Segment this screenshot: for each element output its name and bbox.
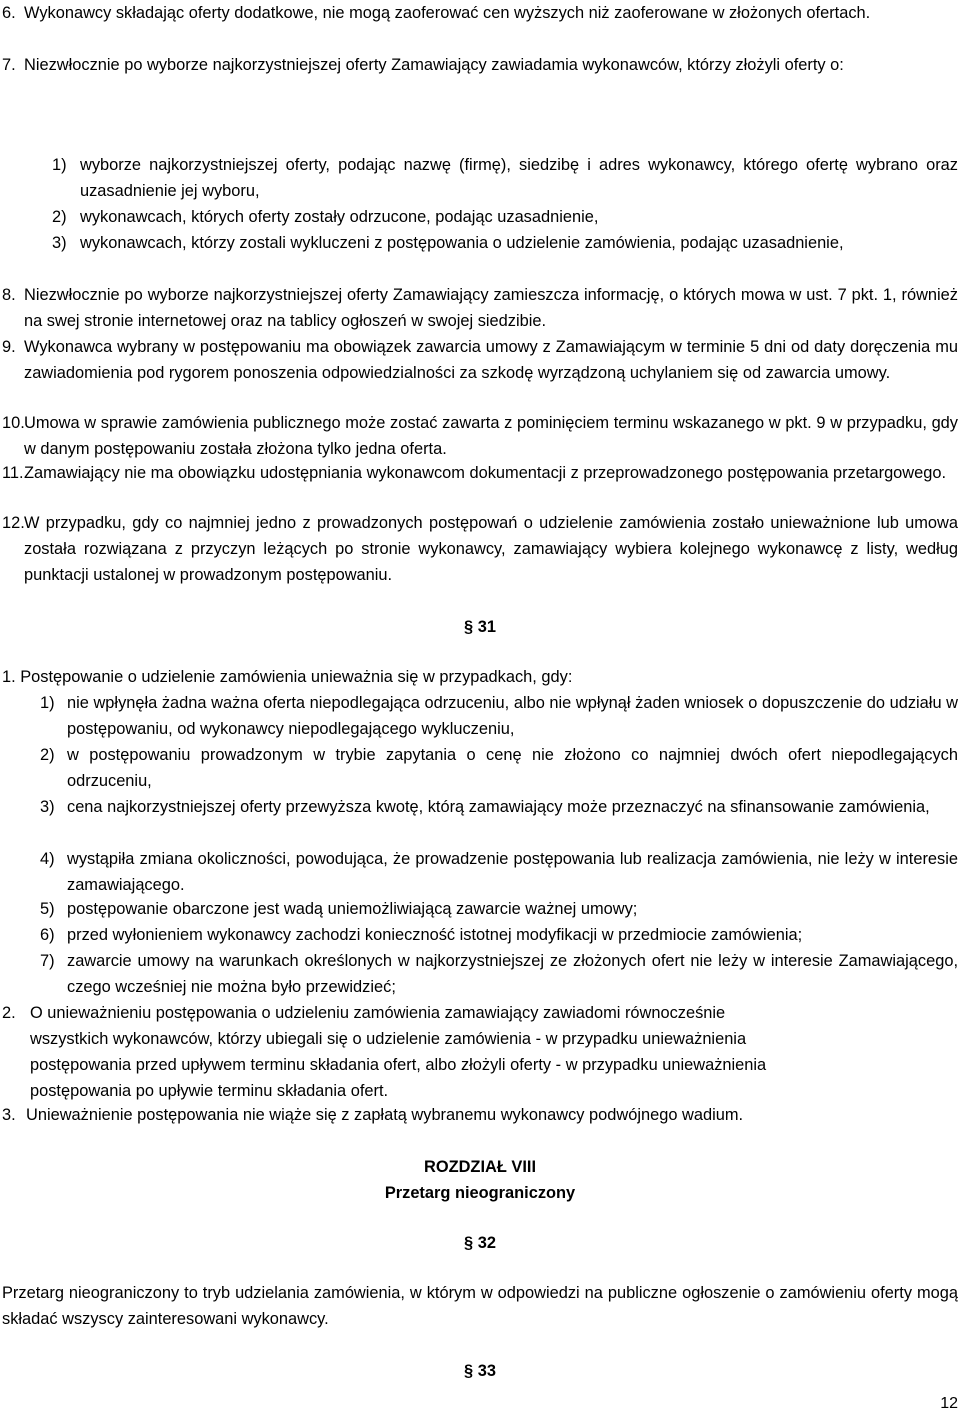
item-text: wyborze najkorzystniejszej oferty, podając nazwę (firmę), siedzibę i adres wykonawcy, którego ofertę wybrano oraz uzasadnienie jej wyboru, <box>80 156 958 200</box>
item-8 <box>2 282 958 334</box>
notify-item-2 <box>52 204 958 230</box>
item-number: 12. <box>2 514 25 532</box>
item-number: 6. <box>2 4 16 22</box>
notify-item-3 <box>52 230 958 256</box>
section-32-heading: § 32 <box>464 1234 496 1252</box>
chapter-title: ROZDZIAŁ VIII <box>424 1158 536 1176</box>
item-10 <box>2 410 958 462</box>
notify-item-1 <box>52 152 958 204</box>
item-number: 6) <box>40 926 55 944</box>
item-text: w postępowaniu prowadzonym w trybie zapytania o cenę nie złożono co najmniej dwóch ofert niepodlegających odrzuceniu, <box>67 746 958 790</box>
item-text: wystąpiła zmiana okoliczności, powodująca, że prowadzenie postępowania lub realizacja zamówienia, nie leży w interesie zamawiającego. <box>67 850 958 894</box>
item-text: postępowanie obarczone jest wadą uniemożliwiającą zawarcie ważnej umowy; <box>67 900 638 918</box>
page-number: 12 <box>940 1395 958 1412</box>
section-31-intro: 1. Postępowanie o udzielenie zamówienia unieważnia się w przypadkach, gdy: <box>2 668 573 686</box>
item-text: Wykonawcy składając oferty dodatkowe, nie mogą zaoferować cen wyższych niż zaoferowane w złożonych ofertach. <box>24 4 871 22</box>
item-number: 2) <box>52 208 67 226</box>
item-7 <box>2 52 958 78</box>
item-text: Wykonawca wybrany w postępowaniu ma obowiązek zawarcia umowy z Zamawiającym w terminie 5 dni od daty doręczenia mu zawiadomienia pod rygorem ponoszenia odpowiedzialności za szkodę wyrządzoną uchylaniem się od zawarcia umowy. <box>24 338 958 382</box>
section-31-heading: § 31 <box>464 618 496 636</box>
item-6 <box>2 0 958 26</box>
item-number: 2) <box>40 746 55 764</box>
text-line: O unieważnieniu postępowania o udzieleniu zamówienia zamawiający zawiadomi równocześnie <box>30 1004 726 1022</box>
case-1 <box>40 690 958 742</box>
item-number: 2. <box>2 1004 16 1022</box>
case-6 <box>40 922 958 948</box>
item-number: 8. <box>2 286 16 304</box>
item-text: cena najkorzystniejszej oferty przewyższa kwotę, którą zamawiający może przeznaczyć na sfinansowanie zamówienia, <box>67 798 930 816</box>
item-text: Unieważnienie postępowania nie wiąże się z zapłatą wybranemu wykonawcy podwójnego wadium. <box>26 1106 744 1124</box>
item-text: wykonawcach, którzy zostali wykluczeni z postępowania o udzielenie zamówienia, podając uzasadnienie, <box>80 234 844 252</box>
item-text: W przypadku, gdy co najmniej jedno z prowadzonych postępowań o udzielenie zamówienia zostało unieważnione lub umowa została rozwiązana z przyczyn leżących po stronie wykonawcy, zamawiający wybiera kolejnego wykonawcę z listy, według punktacji ustalonej w prowadzonym postępowaniu. <box>24 514 958 584</box>
item-text: nie wpłynęła żadna ważna oferta niepodlegająca odrzuceniu, albo nie wpłynął żaden wniosek o dopuszczenie do udziału w postępowaniu, od wykonawcy niepodlegającego wykluczeniu, <box>67 694 958 738</box>
item-number: 10. <box>2 414 25 432</box>
item-text: wykonawcach, których oferty zostały odrzucone, podając uzasadnienie, <box>80 208 599 226</box>
chapter-subtitle: Przetarg nieograniczony <box>384 1184 576 1202</box>
item-text <box>30 1000 958 1104</box>
item-number: 7. <box>2 56 16 74</box>
case-4 <box>40 846 958 898</box>
item-number: 3) <box>40 798 55 816</box>
item-number: 1) <box>52 156 67 174</box>
item-number: 5) <box>40 900 55 918</box>
section-32-text: Przetarg nieograniczony to tryb udzielania zamówienia, w którym w odpowiedzi na publiczne ogłoszenie o zamówieniu oferty mogą składać wszyscy zainteresowani wykonawcy. <box>2 1284 958 1328</box>
item-text: przed wyłonieniem wykonawcy zachodzi konieczność istotnej modyfikacji w przedmiocie zamówienia; <box>67 926 803 944</box>
item-12 <box>2 510 958 588</box>
case-2 <box>40 742 958 794</box>
text-line: postępowania przed upływem terminu składania ofert, albo złożyli oferty - w przypadku unieważnienia <box>30 1056 767 1074</box>
item-text: zawarcie umowy na warunkach określonych w najkorzystniejszej ze złożonych ofert nie leży w interesie Zamawiającego, czego wcześniej nie można było przewidzieć; <box>67 952 958 996</box>
item-text: Niezwłocznie po wyborze najkorzystniejszej oferty Zamawiający zamieszcza informację, o których mowa w ust. 7 pkt. 1, również na swej stronie internetowej oraz na tablicy ogłoszeń w swojej siedzibie. <box>24 286 958 330</box>
item-9 <box>2 334 958 386</box>
section-31-item-3 <box>2 1102 958 1128</box>
item-number: 1) <box>40 694 55 712</box>
item-text: Umowa w sprawie zamówienia publicznego może zostać zawarta z pominięciem terminu wskazanego w pkt. 9 w przypadku, gdy w danym postępowaniu została złożona tylko jedna oferta. <box>24 414 958 458</box>
case-7 <box>40 948 958 1000</box>
text-line: postępowania po upływie terminu składania ofert. <box>30 1082 389 1100</box>
item-number: 9. <box>2 338 16 356</box>
case-5 <box>40 896 958 922</box>
item-text: Zamawiający nie ma obowiązku udostępniania wykonawcom dokumentacji z przeprowadzonego postępowania przetargowego. <box>24 464 947 482</box>
item-number: 4) <box>40 850 55 868</box>
case-3 <box>40 794 958 820</box>
item-11 <box>2 460 958 486</box>
text-line: wszystkich wykonawców, którzy ubiegali się o udzielenie zamówienia - w przypadku unieważnienia <box>30 1030 747 1048</box>
item-number: 3. <box>2 1106 16 1124</box>
section-31-item-2 <box>2 1000 958 1104</box>
section-33-heading: § 33 <box>464 1362 496 1380</box>
item-number: 11. <box>2 464 24 482</box>
item-text: Niezwłocznie po wyborze najkorzystniejszej oferty Zamawiający zawiadamia wykonawców, którzy złożyli oferty o: <box>24 56 844 74</box>
item-number: 3) <box>52 234 67 252</box>
item-number: 7) <box>40 952 55 970</box>
